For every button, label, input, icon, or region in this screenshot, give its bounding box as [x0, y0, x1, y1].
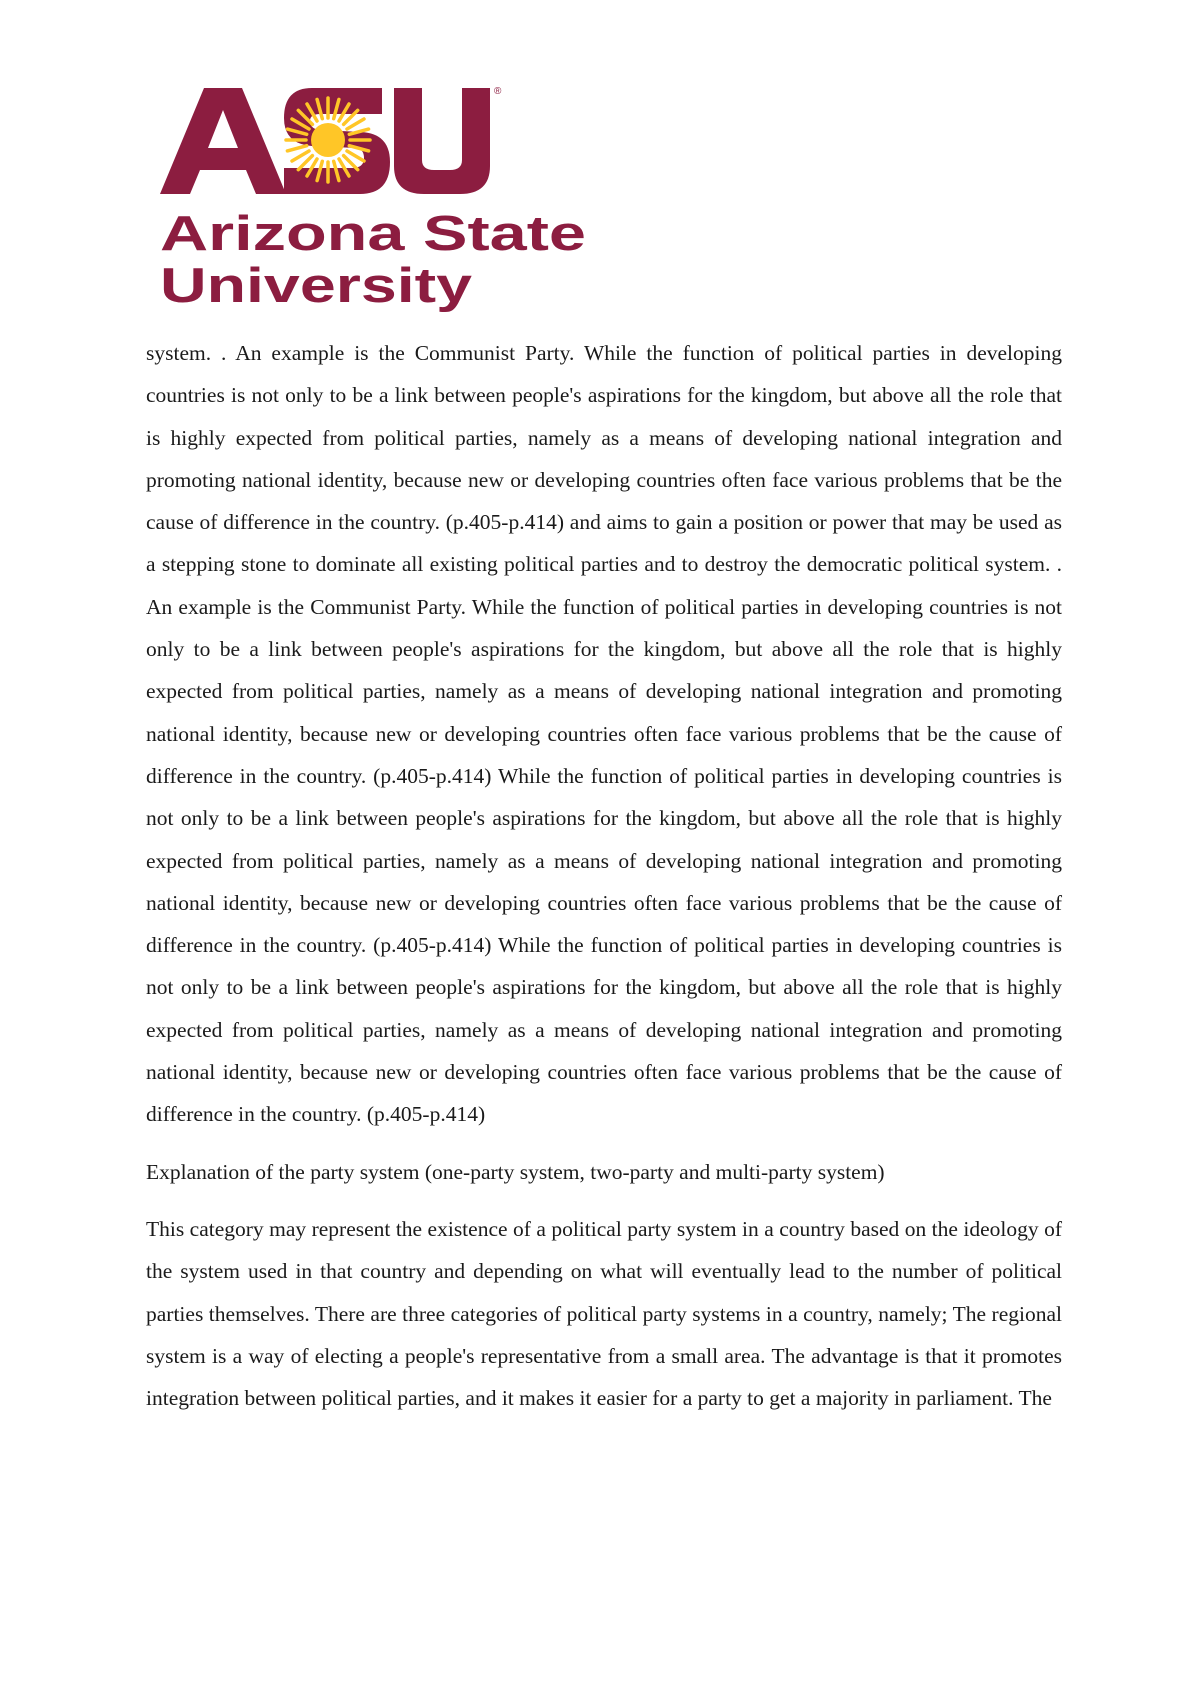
logo-name-line1: Arizona State: [160, 207, 586, 261]
paragraph-continuation: system. . An example is the Communist Party. While the function of political parties in developing countries is not only to be a link between people's aspirations for the kingdom, but above all the role that is highly expected from political parties, namely as a means of developing national integration and promoting national identity, because new or developing countries often face various problems that be the cause of difference in the country. (p.405-p.414) and aims to gain a position or power that may be used as a stepping stone to dominate all existing political parties and to destroy the democratic political system. . An example is the Communist Party. While the function of political parties in developing countries is not only to be a link between people's aspirations for the kingdom, but above all the role that is highly expected from political parties, namely as a means of developing national integration and promoting national identity, because new or developing countries often face various problems that be the cause of difference in the country. (p.405-p.414) While the function of political parties in developing countries is not only to be a link between people's aspirations for the kingdom, but above all the role that is highly expected from political parties, namely as a means of developing national integration and promoting national identity, because new or developing countries often face various problems that be the cause of difference in the country. (p.405-p.414) While the function of political parties in developing countries is not only to be a link between people's aspirations for the kingdom, but above all the role that is highly expected from political parties, namely as a means of developing national integration and promoting national identity, because new or developing countries often face various problems that be the cause of difference in the country. (p.405-p.414): [146, 341, 1062, 1127]
paragraph-party-system: This category may represent the existence of a political party system in a country based on the ideology of the system used in that country and depending on what will eventually lead to the number of political parties themselves. There are three categories of political party systems in a country, namely; The regional system is a way of electing a people's representative from a small area. The advantage is that it promotes integration between political parties, and it makes it easier for a party to get a majority in parliament. The: [146, 1216, 1062, 1411]
document-body: [146, 332, 1062, 1419]
logo-letter-u: [394, 88, 490, 194]
asu-logo: [160, 82, 590, 328]
logo-name-line2: University: [160, 259, 472, 313]
section-heading: Explanation of the party system (one-party system, two-party and multi-party system): [146, 1159, 885, 1184]
logo-letter-a: [160, 88, 286, 194]
registered-mark: ®: [494, 86, 502, 97]
sun-icon: [286, 98, 370, 182]
